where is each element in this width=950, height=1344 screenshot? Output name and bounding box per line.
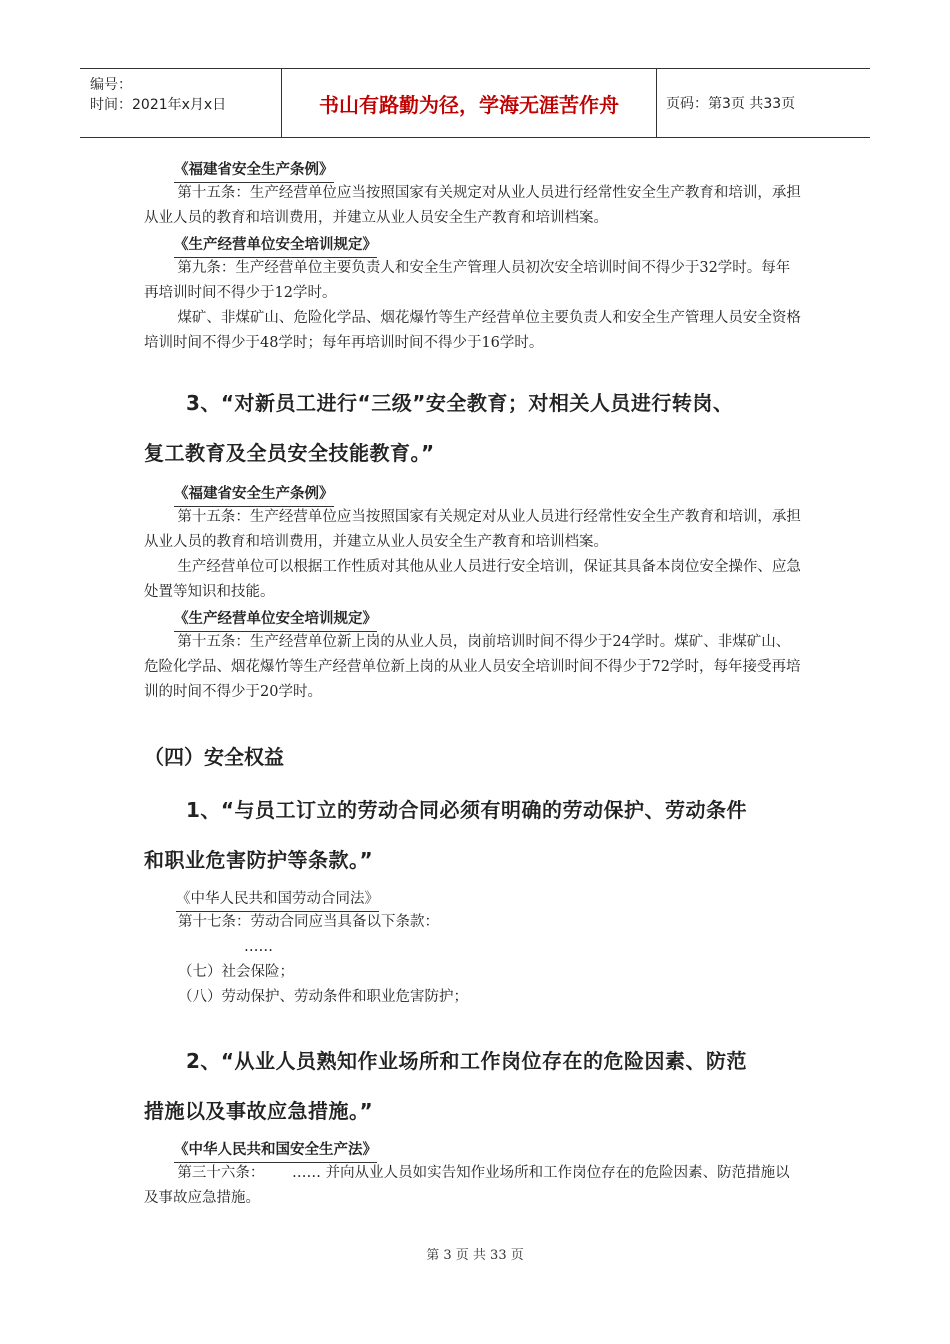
doc-time-label: 时间：2021年x月x日 [90, 97, 227, 113]
paragraph: 生产经营单位可以根据工作性质对其他从业人员进行安全培训，保证其具备本岗位安全操作、应急处置等知识和技能。 [144, 559, 801, 600]
header-motto: 书山有路勤为径，学海无涯苦作舟 [282, 69, 657, 137]
law-title: 《中华人民共和国安全生产法》 [174, 1138, 377, 1163]
law-title: 《生产经营单位安全培训规定》 [174, 607, 377, 632]
document-body [144, 156, 804, 1211]
paragraph: 第三十六条： …… 并向从业人员如实告知作业场所和工作岗位存在的危险因素、防范措施以及事故应急措施。 [144, 1165, 790, 1206]
list-item: （八）劳动保护、劳动条件和职业危害防护； [178, 989, 468, 1005]
paragraph: 第九条：生产经营单位主要负责人和安全生产管理人员初次安全培训时间不得少于32学时。每年再培训时间不得少于12学时。 [144, 260, 791, 301]
header-page-label: 页码：第3页 共33页 [666, 96, 796, 112]
heading-item-2-cont: 措施以及事故应急措施。” [144, 1099, 374, 1123]
paragraph: 第十五条：生产经营单位新上岗的从业人员，岗前培训时间不得少于24学时。煤矿、非煤矿山、危险化学品、烟花爆竹等生产经营单位新上岗的从业人员安全培训时间不得少于72学时，每年接受再培训的时间不得少于20学时。 [144, 634, 801, 700]
ellipsis: …… [244, 939, 273, 955]
page-header [80, 68, 870, 138]
law-title: 《生产经营单位安全培训规定》 [174, 233, 377, 258]
header-info-cell [80, 69, 282, 137]
heading-item-2: 2、“从业人员熟知作业场所和工作岗位存在的危险因素、防范 [186, 1049, 748, 1073]
heading-item-3-cont: 复工教育及全员安全技能教育。” [144, 441, 435, 465]
heading-item-1-cont: 和职业危害防护等条款。” [144, 848, 374, 872]
paragraph: 第十五条：生产经营单位应当按照国家有关规定对从业人员进行经常性安全生产教育和培训，承担从业人员的教育和培训费用，并建立从业人员安全生产教育和培训档案。 [144, 509, 801, 550]
paragraph: 第十五条：生产经营单位应当按照国家有关规定对从业人员进行经常性安全生产教育和培训，承担从业人员的教育和培训费用，并建立从业人员安全生产教育和培训档案。 [144, 185, 801, 226]
section-heading: （四）安全权益 [144, 745, 284, 769]
list-item: （七）社会保险； [178, 964, 294, 980]
heading-item-1: 1、“与员工订立的劳动合同必须有明确的劳动保护、劳动条件 [186, 798, 748, 822]
article-text: 第十七条：劳动合同应当具备以下条款： [178, 914, 439, 930]
heading-item-3: 3、“对新员工进行“三级”安全教育；对相关人员进行转岗、 [186, 391, 734, 415]
page-footer: 第 3 页 共 33 页 [426, 1248, 524, 1263]
law-title: 《中华人民共和国劳动合同法》 [176, 887, 379, 912]
doc-number-label: 编号： [90, 77, 132, 93]
law-title: 《福建省安全生产条例》 [174, 158, 334, 183]
paragraph: 煤矿、非煤矿山、危险化学品、烟花爆竹等生产经营单位主要负责人和安全生产管理人员安全资格培训时间不得少于48学时；每年再培训时间不得少于16学时。 [144, 310, 801, 351]
law-title: 《福建省安全生产条例》 [174, 482, 334, 507]
